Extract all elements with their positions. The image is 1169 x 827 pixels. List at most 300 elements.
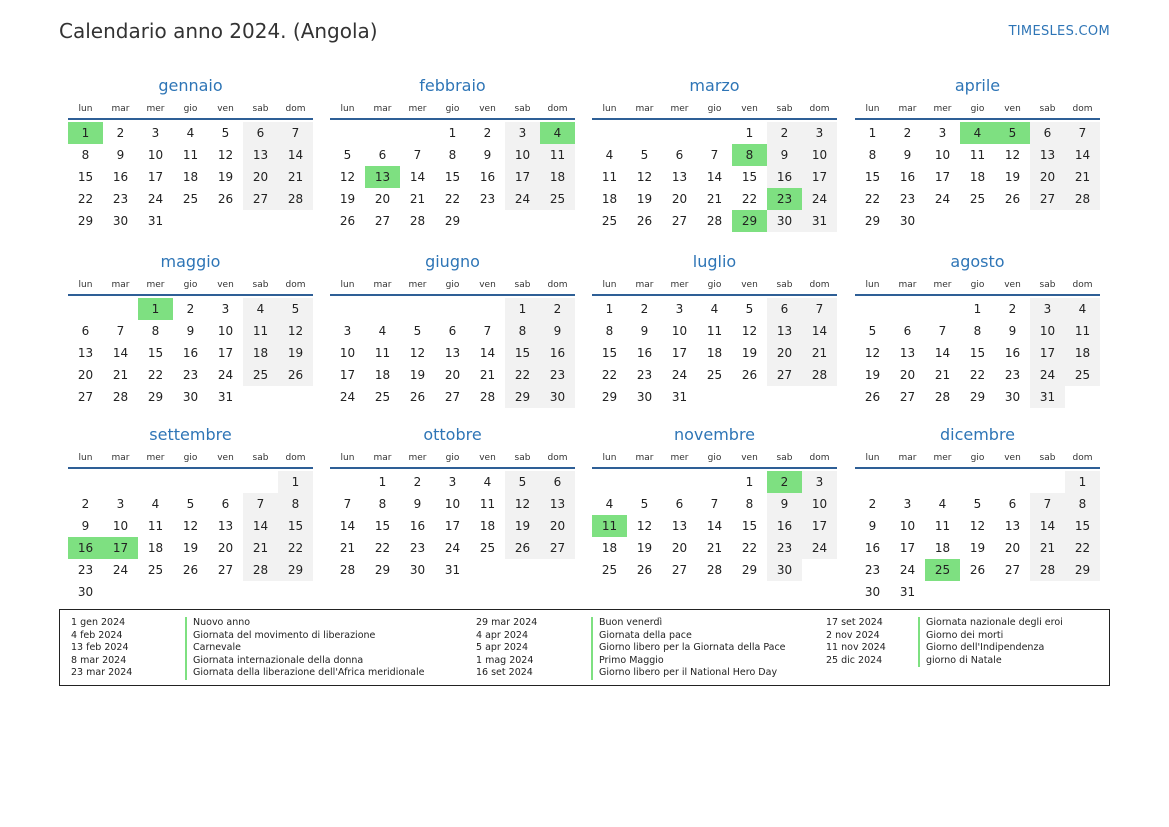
day-cell: 25 [601,563,618,577]
day-cell: 21 [1065,166,1100,188]
day-grid [592,471,837,581]
day-cell: 18 [706,346,723,360]
day-cell: 29 [505,386,540,408]
weekday-label: lun [78,104,93,114]
day-cell: 25 [969,192,986,206]
holiday-date: 4 feb 2024 [71,629,123,641]
day-cell: 18 [374,368,391,382]
weekday-label: dom [285,453,306,463]
day-cell: 17 [934,170,951,184]
day-cell: 1 [378,475,387,489]
day-cell: 27 [1030,188,1065,210]
day-grid [330,471,575,581]
day-cell: 3 [343,324,352,338]
day-cell: 22 [741,541,758,555]
day-cell: 21 [706,192,723,206]
weekday-label: lun [602,453,617,463]
day-cell: 21 [243,537,278,559]
day-grid [68,298,313,408]
day-cell: 9 [640,324,649,338]
empty-cell [592,471,627,493]
day-cell: 9 [483,148,492,162]
day-cell: 22 [741,192,758,206]
day-cell: 29 [1065,559,1100,581]
holiday-date: 1 gen 2024 [71,617,126,628]
weekday-label: mar [111,104,130,114]
day-cell: 21 [479,368,496,382]
day-cell: 19 [339,192,356,206]
empty-cell [243,471,278,493]
empty-cell [103,471,138,493]
day-cell: 29 [969,390,986,404]
holiday-day-cell: 29 [732,210,767,232]
weekday-label: mar [898,104,917,114]
month-giugno [330,248,575,408]
month-name: novembre [673,425,756,444]
day-cell: 7 [343,497,352,511]
day-cell: 10 [899,519,916,533]
holiday-day-cell: 2 [767,471,802,493]
day-cell: 18 [479,519,496,533]
weekday-label: sab [252,280,269,290]
day-cell: 6 [1030,122,1065,144]
day-cell: 4 [605,497,614,511]
day-cell: 25 [243,364,278,386]
day-cell: 3 [221,302,230,316]
weekday-label: gio [707,280,722,290]
day-cell: 15 [374,519,391,533]
day-cell: 19 [505,515,540,537]
weekday-label: lun [865,453,880,463]
weekday-label: ven [741,280,758,290]
empty-cell [925,471,960,493]
day-cell: 18 [934,541,951,555]
empty-cell [365,298,400,320]
day-cell: 14 [802,320,837,342]
month-settembre [68,421,313,603]
weekday-label: ven [479,280,496,290]
day-cell: 17 [1030,342,1065,364]
day-cell: 5 [868,324,877,338]
day-cell: 25 [706,368,723,382]
day-cell: 2 [1008,302,1017,316]
weekday-label: gio [183,104,198,114]
weekday-label: ven [741,104,758,114]
day-cell: 19 [636,192,653,206]
day-cell: 30 [767,559,802,581]
day-cell: 3 [448,475,457,489]
day-cell: 24 [112,563,129,577]
weekday-label: ven [217,453,234,463]
day-cell: 4 [243,298,278,320]
day-cell: 6 [243,122,278,144]
day-cell: 16 [409,519,426,533]
day-cell: 8 [448,148,457,162]
day-cell: 24 [444,541,461,555]
weekday-label: gio [970,280,985,290]
day-cell: 28 [934,390,951,404]
holiday-day-cell: 25 [925,559,960,581]
holiday-day-cell: 16 [68,537,103,559]
day-cell: 8 [505,320,540,342]
weekday-label: sab [1039,104,1056,114]
empty-cell [960,471,995,493]
day-cell: 4 [938,497,947,511]
day-cell: 27 [444,390,461,404]
day-cell: 9 [81,519,90,533]
month-name: giugno [425,252,480,271]
day-cell: 11 [182,148,199,162]
weekday-label: dom [809,280,830,290]
weekday-label: gio [707,104,722,114]
day-cell: 27 [671,563,688,577]
holiday-name: Buon venerdì [591,617,662,630]
day-cell: 12 [636,519,653,533]
day-cell: 5 [186,497,195,511]
month-name: ottobre [423,425,482,444]
day-cell: 20 [217,541,234,555]
day-cell: 12 [741,324,758,338]
day-cell: 30 [540,386,575,408]
day-cell: 14 [409,170,426,184]
page-title: Calendario anno 2024. (Angola) [59,19,378,43]
empty-cell [662,471,697,493]
day-cell: 26 [636,563,653,577]
day-cell: 26 [969,563,986,577]
day-cell: 8 [378,497,387,511]
day-cell: 6 [767,298,802,320]
day-cell: 23 [864,563,881,577]
day-cell: 7 [1065,122,1100,144]
day-cell: 13 [767,320,802,342]
day-cell: 23 [112,192,129,206]
holiday-name: Giorno dell'Indipendenza [918,642,1044,655]
legend-row [826,630,1096,643]
day-cell: 28 [479,390,496,404]
day-cell: 19 [278,342,313,364]
weekday-label: mar [898,453,917,463]
weekday-label: sab [252,104,269,114]
day-cell: 12 [278,320,313,342]
day-cell: 1 [745,475,754,489]
day-cell: 23 [77,563,94,577]
holiday-name: Giorno dei morti [918,630,1003,643]
day-cell: 13 [899,346,916,360]
day-cell: 27 [899,390,916,404]
day-cell: 4 [151,497,160,511]
day-grid [855,298,1100,408]
day-cell: 21 [112,368,129,382]
day-cell: 18 [540,166,575,188]
day-cell: 24 [147,192,164,206]
day-cell: 21 [1030,537,1065,559]
day-cell: 23 [182,368,199,382]
day-cell: 2 [81,497,90,511]
holiday-date: 17 set 2024 [826,617,883,628]
day-cell: 16 [479,170,496,184]
legend-row [71,617,411,630]
day-cell: 25 [479,541,496,555]
day-cell: 18 [601,541,618,555]
day-cell: 10 [147,148,164,162]
day-cell: 27 [1004,563,1021,577]
month-febbraio [330,72,575,232]
day-cell: 30 [182,390,199,404]
day-cell: 6 [903,324,912,338]
brand-link[interactable]: TIMESLES.COM [1008,24,1110,39]
day-cell: 15 [864,170,881,184]
empty-cell [855,298,890,320]
weekday-label: dom [547,453,568,463]
day-cell: 4 [483,475,492,489]
weekday-label: sab [776,104,793,114]
weekday-label: gio [445,453,460,463]
day-cell: 26 [339,214,356,228]
empty-cell [662,122,697,144]
weekday-label: mer [670,104,689,114]
day-cell: 2 [116,126,125,140]
day-cell: 12 [505,493,540,515]
holiday-day-cell: 13 [365,166,400,188]
day-cell: 7 [938,324,947,338]
day-cell: 13 [1030,144,1065,166]
day-cell: 23 [479,192,496,206]
day-cell: 4 [186,126,195,140]
day-cell: 6 [1008,497,1017,511]
legend-row [476,667,816,680]
weekday-label: mer [933,453,952,463]
month-name: aprile [954,76,1001,95]
day-cell: 3 [1030,298,1065,320]
weekday-label: mer [146,453,165,463]
day-cell: 4 [378,324,387,338]
day-cell: 27 [243,188,278,210]
day-cell: 28 [339,563,356,577]
day-cell: 30 [112,214,129,228]
day-cell: 2 [413,475,422,489]
holiday-name: Giornata della liberazione dell'Africa meridionale [185,667,425,680]
holiday-name: Nuovo anno [185,617,250,630]
day-cell: 21 [934,368,951,382]
day-cell: 3 [151,126,160,140]
holiday-day-cell: 8 [732,144,767,166]
holiday-name: Carnevale [185,642,241,655]
weekday-label: gio [183,280,198,290]
weekday-label: mer [670,280,689,290]
day-cell: 8 [278,493,313,515]
day-cell: 29 [77,214,94,228]
weekday-label: ven [479,453,496,463]
day-cell: 23 [1004,368,1021,382]
day-cell: 20 [767,342,802,364]
day-cell: 29 [374,563,391,577]
empty-cell [592,122,627,144]
holiday-name: Giorno libero per il National Hero Day [591,667,777,680]
day-cell: 5 [640,148,649,162]
weekday-header [592,276,837,296]
month-agosto [855,248,1100,408]
holiday-day-cell: 5 [995,122,1030,144]
holiday-name: Giorno libero per la Giornata della Pace [591,642,786,655]
weekday-header [330,100,575,120]
day-cell: 13 [77,346,94,360]
day-cell: 11 [147,519,164,533]
day-cell: 25 [601,214,618,228]
day-cell: 19 [969,541,986,555]
day-cell: 12 [409,346,426,360]
weekday-label: gio [707,453,722,463]
day-cell: 5 [278,298,313,320]
day-cell: 7 [483,324,492,338]
day-cell: 13 [217,519,234,533]
weekday-header [855,100,1100,120]
weekday-label: ven [1004,104,1021,114]
day-cell: 24 [899,563,916,577]
day-cell: 11 [969,148,986,162]
day-cell: 29 [601,390,618,404]
day-cell: 28 [243,559,278,581]
day-cell: 22 [77,192,94,206]
day-cell: 16 [1004,346,1021,360]
day-cell: 26 [636,214,653,228]
weekday-label: ven [217,280,234,290]
day-cell: 17 [899,541,916,555]
day-cell: 23 [767,537,802,559]
weekday-label: sab [776,453,793,463]
day-cell: 3 [505,122,540,144]
day-cell: 20 [899,368,916,382]
day-cell: 8 [745,497,754,511]
legend-column [826,617,1096,667]
empty-cell [330,471,365,493]
day-cell: 31 [899,585,916,599]
weekday-label: mar [635,104,654,114]
day-cell: 16 [767,515,802,537]
day-cell: 15 [505,342,540,364]
legend-row [476,642,816,655]
day-cell: 24 [802,188,837,210]
holiday-day-cell: 11 [592,515,627,537]
month-dicembre [855,421,1100,603]
day-cell: 8 [605,324,614,338]
holiday-day-cell: 4 [540,122,575,144]
weekday-header [592,100,837,120]
legend-row [826,617,1096,630]
holiday-name: Giornata del movimento di liberazione [185,630,375,643]
empty-cell [627,471,662,493]
day-cell: 7 [1030,493,1065,515]
day-cell: 22 [505,364,540,386]
day-cell: 5 [640,497,649,511]
day-cell: 1 [278,471,313,493]
holiday-date: 2 nov 2024 [826,629,880,641]
day-cell: 8 [1065,493,1100,515]
day-cell: 11 [934,519,951,533]
day-cell: 24 [339,390,356,404]
day-cell: 24 [505,188,540,210]
day-cell: 12 [969,519,986,533]
day-cell: 9 [413,497,422,511]
day-cell: 27 [540,537,575,559]
day-cell: 10 [802,144,837,166]
holiday-name: Giornata nazionale degli eroi [918,617,1063,630]
day-cell: 19 [217,170,234,184]
weekday-label: mer [408,453,427,463]
day-cell: 14 [706,519,723,533]
empty-cell [925,298,960,320]
day-cell: 13 [671,170,688,184]
day-cell: 2 [767,122,802,144]
day-cell: 16 [864,541,881,555]
day-cell: 1 [1065,471,1100,493]
day-cell: 26 [741,368,758,382]
weekday-label: ven [1004,453,1021,463]
empty-cell [890,471,925,493]
day-cell: 1 [973,302,982,316]
weekday-header [68,100,313,120]
holiday-name: giorno di Natale [918,655,1002,668]
day-cell: 31 [802,210,837,232]
weekday-label: mar [111,453,130,463]
day-cell: 14 [706,170,723,184]
day-cell: 16 [182,346,199,360]
month-name: gennaio [158,76,223,95]
day-cell: 1 [448,126,457,140]
day-cell: 10 [505,144,540,166]
day-cell: 12 [217,148,234,162]
day-grid [592,122,837,232]
holiday-date: 11 nov 2024 [826,642,886,653]
holiday-date: 16 set 2024 [476,667,533,678]
day-cell: 9 [903,148,912,162]
empty-cell [1030,471,1065,493]
empty-cell [890,298,925,320]
weekday-label: gio [445,104,460,114]
day-cell: 10 [112,519,129,533]
day-cell: 1 [745,126,754,140]
day-cell: 30 [77,585,94,599]
weekday-label: lun [865,104,880,114]
day-cell: 21 [706,541,723,555]
day-cell: 4 [1065,298,1100,320]
month-marzo [592,72,837,232]
day-cell: 26 [864,390,881,404]
day-cell: 28 [278,188,313,210]
empty-cell [330,122,365,144]
weekday-label: sab [514,280,531,290]
holiday-name: Giornata della pace [591,630,692,643]
day-cell: 19 [864,368,881,382]
empty-cell [365,122,400,144]
day-cell: 27 [217,563,234,577]
day-cell: 22 [147,368,164,382]
day-cell: 2 [903,126,912,140]
day-cell: 29 [278,559,313,581]
day-cell: 2 [540,298,575,320]
day-cell: 8 [81,148,90,162]
day-cell: 7 [116,324,125,338]
day-cell: 8 [868,148,877,162]
empty-cell [103,298,138,320]
weekday-label: dom [547,280,568,290]
day-cell: 18 [182,170,199,184]
weekday-label: mer [933,280,952,290]
holiday-day-cell: 4 [960,122,995,144]
empty-cell [627,122,662,144]
day-cell: 1 [605,302,614,316]
day-cell: 28 [706,214,723,228]
holiday-legend [59,609,1110,686]
